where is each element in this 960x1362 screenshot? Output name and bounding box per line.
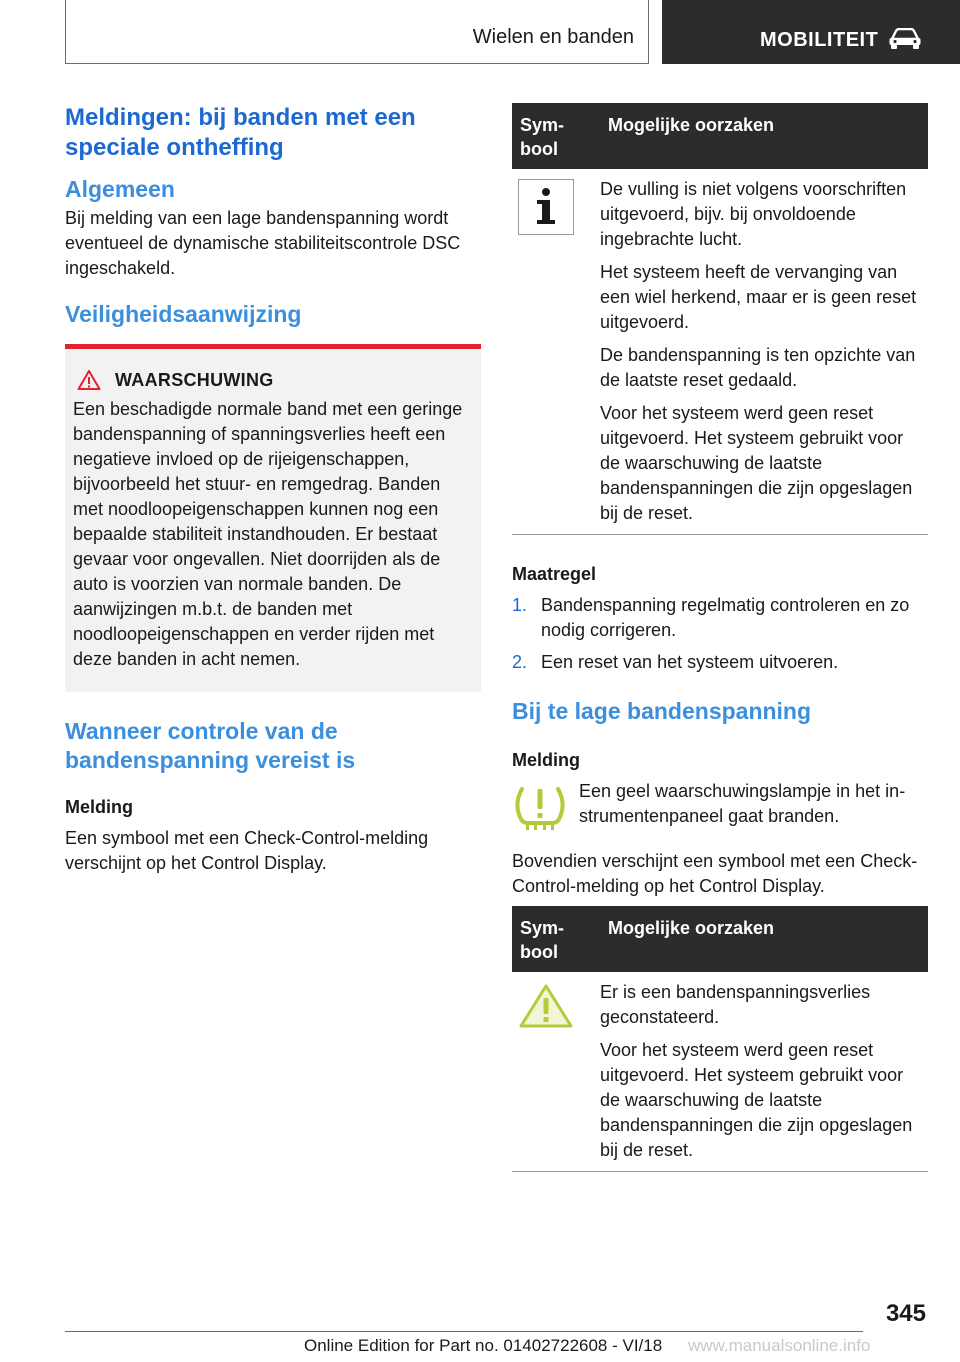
melding-label: Melding — [512, 750, 580, 770]
footer-divider — [65, 1331, 863, 1332]
melding-label: Melding — [65, 797, 133, 817]
general-heading: Algemeen — [65, 176, 175, 202]
left-column — [65, 103, 481, 876]
cause-text: Voor het systeem werd geen reset uitgevoerd. Het systeem gebruikt voor de waarschuwing de laatste bandenspanningen die zijn opgeslagen bij de reset. — [600, 1040, 913, 1160]
causes-table-2 — [512, 906, 928, 1172]
step-number: 2. — [512, 652, 528, 672]
step-text: Bandenspanning regelmatig controleren en zo nodig corrigeren. — [541, 595, 910, 640]
header-section-title: Wielen en banden — [472, 26, 634, 48]
header-chapter-title: MOBILITEIT — [760, 29, 879, 51]
general-text: Bij melding van een lage bandenspanning wordt eventueel de dynamische stabiliteitscontrole DSC ingeschakeld. — [65, 208, 461, 278]
low-pressure-heading: Bij te lage bandenspanning — [512, 698, 812, 724]
col-header-causes: Mogelijke oorzaken — [600, 906, 928, 972]
table-row — [512, 169, 928, 535]
warning-box — [65, 344, 481, 692]
extra-text: Bovendien verschijnt een symbool met een Check-Control-melding op het Control Display. — [512, 851, 918, 896]
lamp-text: Een geel waarschuwingslampje in het instrumentenpaneel gaat branden. — [579, 781, 906, 826]
warning-triangle-icon — [518, 982, 574, 1030]
col-header-symbol: Symbool — [512, 906, 600, 972]
warning-title: WAARSCHUWING — [115, 369, 274, 390]
list-item — [512, 593, 928, 643]
page-title: Meldingen: bij banden met een speciale ontheffing — [65, 104, 416, 161]
header-section-tab — [65, 0, 649, 64]
footer-watermark: www.manualsonline.info — [688, 1336, 871, 1355]
car-icon — [888, 28, 922, 50]
list-item — [512, 650, 928, 675]
measure-steps — [512, 593, 928, 675]
col-header-symbol: Symbool — [512, 103, 600, 169]
cause-text: Het systeem heeft de vervanging van een wiel herkend, maar er is geen reset uitgevoerd. — [600, 262, 917, 332]
step-number: 1. — [512, 595, 528, 615]
info-icon — [518, 179, 574, 235]
cause-text: Er is een bandenspanningsverlies geconstateerd. — [600, 982, 871, 1027]
step-text: Een reset van het systeem uitvoeren. — [541, 652, 839, 672]
lamp-row — [512, 779, 928, 831]
table-row — [512, 972, 928, 1172]
causes-table-1 — [512, 103, 928, 535]
warning-triangle-icon — [77, 369, 101, 391]
col-header-causes: Mogelijke oorzaken — [600, 103, 928, 169]
check-heading: Wanneer controle van de bandenspanning vereist is — [65, 718, 356, 773]
right-column — [512, 103, 928, 1172]
cause-text: Voor het systeem werd geen reset uitgevoerd. Het systeem gebruikt voor de waarschuwing de laatste bandenspanningen die zijn opgeslagen bij de reset. — [600, 403, 913, 523]
cause-text: De vulling is niet volgens voorschriften uitgevoerd, bijv. bij onvoldoende ingebrachte lucht. — [600, 179, 907, 249]
footer-edition: Online Edition for Part no. 01402722608 - VI/18 — [304, 1336, 663, 1355]
tire-pressure-warning-icon — [512, 783, 568, 831]
cause-text: De bandenspanning is ten opzichte van de laatste reset gedaald. — [600, 345, 916, 390]
measure-label: Maatregel — [512, 564, 597, 584]
warning-text: Een beschadigde normale band met een geringe bandenspanning of spanningsverlies heeft een negatieve invloed op de rijeigenschappen, bijvoorbeeld het stuur- en remgedrag. Banden met noodloopeigenschappen kunnen nog een bepaalde stabiliteit instandhouden. Er bestaat gevaar voor ongevallen. Niet doorrijden als de auto is voorzien van normale banden. De aanwijzingen m.b.t. de banden met noodloopeigenschappen en verder rijden met deze banden in acht nemen. — [73, 399, 463, 669]
page-number: 345 — [885, 1300, 926, 1327]
melding-text: Een symbool met een Check-Control-melding verschijnt op het Control Display. — [65, 828, 429, 873]
header-chapter-tab — [662, 0, 960, 64]
safety-heading: Veiligheidsaanwijzing — [65, 301, 302, 327]
